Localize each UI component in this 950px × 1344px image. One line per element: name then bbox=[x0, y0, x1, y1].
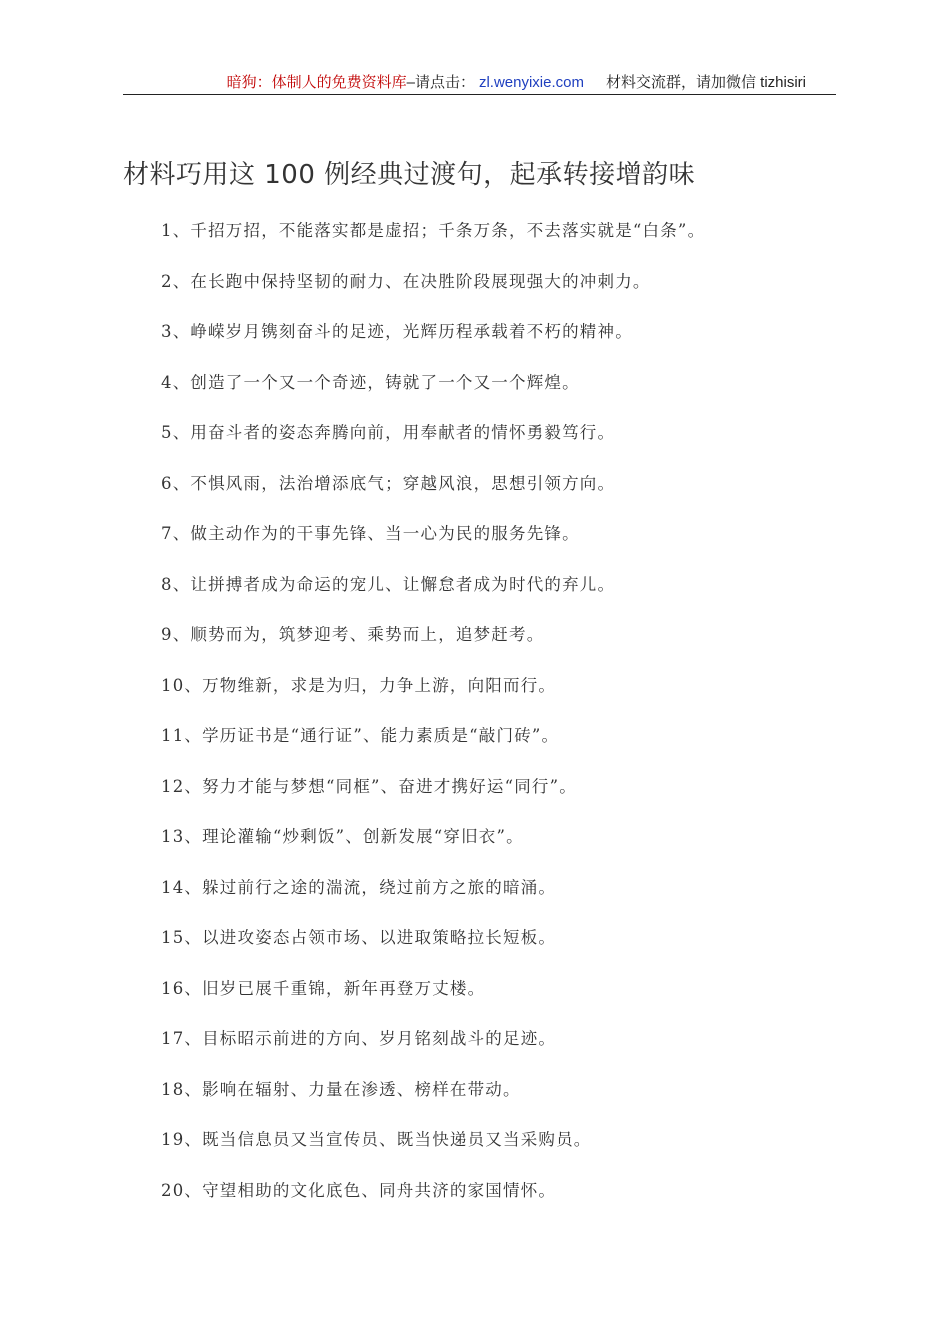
header-click-label: –请点击： bbox=[406, 74, 475, 91]
list-item: 8、让拼搏者成为命运的宠儿、让懈怠者成为时代的弃儿。 bbox=[161, 574, 616, 594]
list-item: 14、躲过前行之途的湍流，绕过前方之旅的暗涌。 bbox=[161, 877, 557, 897]
list-item: 4、创造了一个又一个奇迹，铸就了一个又一个辉煌。 bbox=[161, 372, 580, 392]
list-item: 15、以进攻姿态占领市场、以进取策略拉长短板。 bbox=[161, 928, 557, 947]
header-site-label: 暗狗：体制人的免费资料库 bbox=[226, 74, 407, 91]
list-item: 19、既当信息员又当宣传员、既当快递员又当采购员。 bbox=[161, 1130, 592, 1149]
sentence-list bbox=[161, 220, 705, 1230]
list-item: 5、用奋斗者的姿态奔腾向前，用奉献者的情怀勇毅笃行。 bbox=[161, 423, 616, 442]
list-item: 20、守望相助的文化底色、同舟共济的家国情怀。 bbox=[161, 1180, 557, 1200]
header-line bbox=[227, 71, 806, 92]
list-item: 11、学历证书是“通行证”、能力素质是“敲门砖”。 bbox=[161, 726, 560, 745]
list-item: 18、影响在辐射、力量在渗透、榜样在带动。 bbox=[161, 1079, 521, 1099]
list-item: 16、旧岁已展千重锦，新年再登万丈楼。 bbox=[161, 978, 486, 998]
list-item: 12、努力才能与梦想“同框”、奋进才携好运“同行”。 bbox=[161, 776, 577, 796]
header-url-link[interactable]: zl.wenyixie.com bbox=[478, 74, 584, 91]
list-item: 3、峥嵘岁月镌刻奋斗的足迹，光辉历程承载着不朽的精神。 bbox=[161, 322, 633, 341]
list-item: 7、做主动作为的干事先锋、当一心为民的服务先锋。 bbox=[161, 524, 580, 543]
list-item: 17、目标昭示前进的方向、岁月铭刻战斗的足迹。 bbox=[161, 1029, 557, 1048]
list-item: 10、万物维新，求是为归，力争上游，向阳而行。 bbox=[161, 675, 557, 695]
header-wechat-text: 材料交流群，请加微信 tizhisiri bbox=[605, 74, 806, 91]
list-item: 13、理论灌输“炒剩饭”、创新发展“穿旧衣”。 bbox=[161, 827, 524, 846]
document-title: 材料巧用这 100 例经典过渡句，起承转接增韵味 bbox=[123, 160, 696, 190]
list-item: 9、顺势而为，筑梦迎考、乘势而上，追梦赶考。 bbox=[161, 625, 545, 644]
list-item: 2、在长跑中保持坚韧的耐力、在决胜阶段展现强大的冲刺力。 bbox=[161, 271, 651, 291]
list-item: 1、千招万招，不能落实都是虚招；千条万条，不去落实就是“白条”。 bbox=[161, 221, 706, 240]
page-header bbox=[123, 68, 836, 95]
list-item: 6、不惧风雨，法治增添底气；穿越风浪，思想引领方向。 bbox=[161, 473, 616, 493]
